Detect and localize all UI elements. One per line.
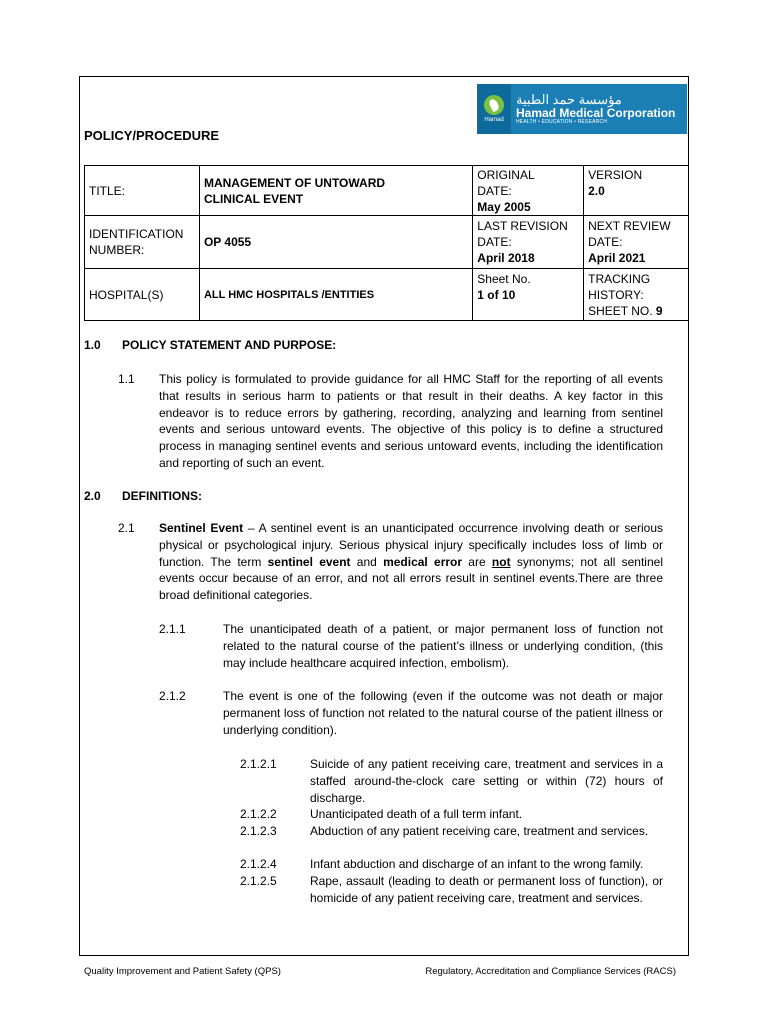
logo-english-name: Hamad Medical Corporation — [516, 105, 676, 120]
list-item: Infant abduction and discharge of an infant to the wrong family. — [310, 857, 644, 871]
para-1-1: This policy is formulated to provide guidance for all HMC Staff for the reporting of all events that results in serious harm to patients or that result in their deaths. A key factor in this endeavor is to reduce errors by gathering, recording, analyzing and learning from sentinel events and serious untoward events. The objective of this policy is to define a structured process in managing sentinel events and serious untoward events, including the identification and reporting of such an event. — [159, 372, 663, 470]
original-date-cell: ORIGINAL DATE: May 2005 — [473, 166, 584, 216]
hmc-logo — [477, 84, 687, 134]
item-number: 2.1.2.4 — [240, 857, 277, 871]
last-revision-cell: LAST REVISION DATE: April 2018 — [473, 216, 584, 269]
hospital-value: ALL HMC HOSPITALS /ENTITIES — [199, 269, 472, 321]
para-2-1: Sentinel Event – A sentinel event is an unanticipated occurrence involving death or serious physical or psychological injury. Serious physical injury specifically includes loss of limb or function. The term sentinel event and medical error are not synonyms; not all sentinel events occur because of an error, and not all errors result in sentinel events.There are three broad definitional categories. — [159, 521, 664, 603]
list-item: Suicide of any patient receiving care, treatment and services in a staffed around-the-clock care setting or within (72) hours of discharge. — [310, 757, 663, 805]
list-item: Unanticipated death of a full term infant. — [310, 807, 523, 821]
identification-label: IDENTIFICATION NUMBER: — [85, 216, 200, 269]
identification-value: OP 4055 — [199, 216, 472, 269]
hospital-label: HOSPITAL(S) — [85, 269, 200, 321]
list-item: Abduction of any patient receiving care, treatment and services. — [310, 824, 649, 838]
hmc-emblem-icon: Hamad — [477, 84, 511, 134]
para-2-1-1: The unanticipated death of a patient, or major permanent loss of function not related to the natural course of the patient’s illness or underlying condition, (this may include healthcare acquired infection, embolism). — [223, 622, 663, 670]
item-number: 2.1.2.2 — [240, 807, 277, 821]
title-label: TITLE: — [85, 166, 200, 216]
next-review-cell: NEXT REVIEW DATE: April 2021 — [584, 216, 689, 269]
doc-type-heading: POLICY/PROCEDURE — [84, 128, 220, 143]
para-2-1-number: 2.1 — [118, 521, 135, 535]
title-value: MANAGEMENT OF UNTOWARD CLINICAL EVENT — [199, 166, 472, 216]
section-1-heading: 1.0 POLICY STATEMENT AND PURPOSE: — [84, 338, 337, 352]
logo-arabic-name: مؤسسة حمد الطبية — [516, 91, 622, 107]
version-cell: VERSION 2.0 — [584, 166, 689, 216]
para-2-1-1-number: 2.1.1 — [159, 622, 186, 636]
footer-right: Regulatory, Accreditation and Compliance Services (RACS) — [425, 966, 676, 977]
footer-left: Quality Improvement and Patient Safety (QPS) — [84, 966, 281, 977]
sheet-cell: Sheet No. 1 of 10 — [473, 269, 584, 321]
list-item: Rape, assault (leading to death or permanent loss of function), or homicide of any patient receiving care, treatment and services. — [310, 874, 663, 905]
section-2-heading: 2.0 DEFINITIONS: — [84, 489, 202, 503]
policy-meta-table — [84, 165, 689, 321]
logo-tagline: HEALTH • EDUCATION • RESEARCH — [516, 118, 608, 125]
para-2-1-2: The event is one of the following (even if the outcome was not death or major permanent loss of function not related to the natural course of the patient illness or underlying condition). — [223, 689, 663, 737]
item-number: 2.1.2.1 — [240, 757, 277, 771]
para-1-1-number: 1.1 — [118, 372, 135, 386]
item-number: 2.1.2.5 — [240, 874, 277, 888]
item-number: 2.1.2.3 — [240, 824, 277, 838]
tracking-cell: TRACKING HISTORY: SHEET NO. 9 — [584, 269, 689, 321]
para-2-1-2-number: 2.1.2 — [159, 689, 186, 703]
